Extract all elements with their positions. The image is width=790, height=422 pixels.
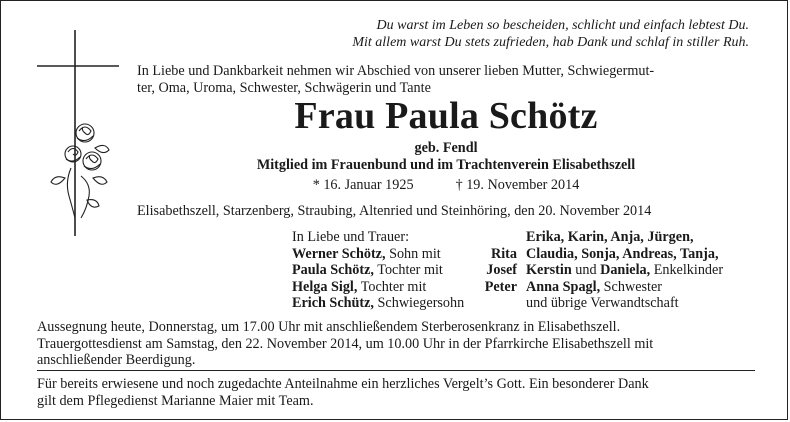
mourner-line: Anna Spagl, Schwester bbox=[526, 278, 662, 295]
thanks-note bbox=[37, 376, 755, 409]
intro-text bbox=[137, 63, 755, 96]
funeral-line: Trauergottesdienst am Samstag, den 22. November 2014, um 10.00 Uhr in der Pfarrkirche Elisabethszell mit bbox=[37, 335, 654, 352]
funeral-line: Aussegnung heute, Donnerstag, um 17.00 Uhr mit anschließendem Sterberosenkranz in Elisabethszell. bbox=[37, 319, 621, 335]
birth-date: * 16. Januar 1925 bbox=[312, 177, 414, 193]
motto-line: Mit allem warst Du stets zufrieden, hab Dank und schlaf in stiller Ruh. bbox=[352, 34, 749, 50]
intro-line: ter, Oma, Uroma, Schwester, Schwägerin und Tante bbox=[137, 79, 431, 96]
maiden-name: geb. Fendl bbox=[414, 140, 478, 156]
mourner-line: Erich Schütz, Schwiegersohn bbox=[292, 295, 465, 311]
mourner-line: Claudia, Sonja, Andreas, Tanja, bbox=[526, 245, 719, 262]
mourners-right-column bbox=[526, 229, 766, 312]
mourner-line: Erika, Karin, Anja, Jürgen, bbox=[526, 229, 694, 245]
mourner-line: und übrige Verwandtschaft bbox=[526, 295, 679, 311]
motto-verse bbox=[289, 18, 749, 51]
divider bbox=[37, 370, 755, 371]
thanks-line: gilt dem Pflegedienst Marianne Maier mit Team. bbox=[37, 392, 314, 409]
mourners-left-column bbox=[292, 229, 517, 312]
cross-with-roses-icon bbox=[35, 28, 121, 238]
mourner-line: Kerstin und Daniela, Enkelkinder bbox=[526, 262, 724, 278]
funeral-line: anschließender Beerdigung. bbox=[37, 352, 196, 368]
membership-line: Mitglied im Frauenbund und im Trachtenverein Elisabethszell bbox=[256, 157, 636, 173]
intro-line: In Liebe und Dankbarkeit nehmen wir Abschied von unserer lieben Mutter, Schwiegermut- bbox=[137, 63, 655, 79]
death-date: † 19. November 2014 bbox=[455, 177, 580, 193]
deceased-name: Frau Paula Schötz bbox=[294, 95, 598, 137]
funeral-details bbox=[37, 319, 755, 369]
places-date-line: Elisabethszell, Starzenberg, Straubing, Altenried und Steinhöring, den 20. November 2014 bbox=[137, 203, 652, 219]
mourner-line: Paula Schötz, Tochter mit Josef bbox=[292, 262, 517, 278]
thanks-line: Für bereits erwiesene und noch zugedachte Anteilnahme ein herzliches Vergelt’s Gott. Ein besonderer Dank bbox=[37, 376, 649, 392]
mourner-line: Werner Schötz, Sohn mit Rita bbox=[292, 245, 517, 262]
mourner-line: In Liebe und Trauer: bbox=[292, 229, 410, 245]
mourner-line: Helga Sigl, Tochter mit Peter bbox=[292, 278, 517, 295]
life-dates bbox=[137, 177, 755, 194]
motto-line: Du warst im Leben so bescheiden, schlicht und einfach lebtest Du. bbox=[376, 18, 749, 33]
